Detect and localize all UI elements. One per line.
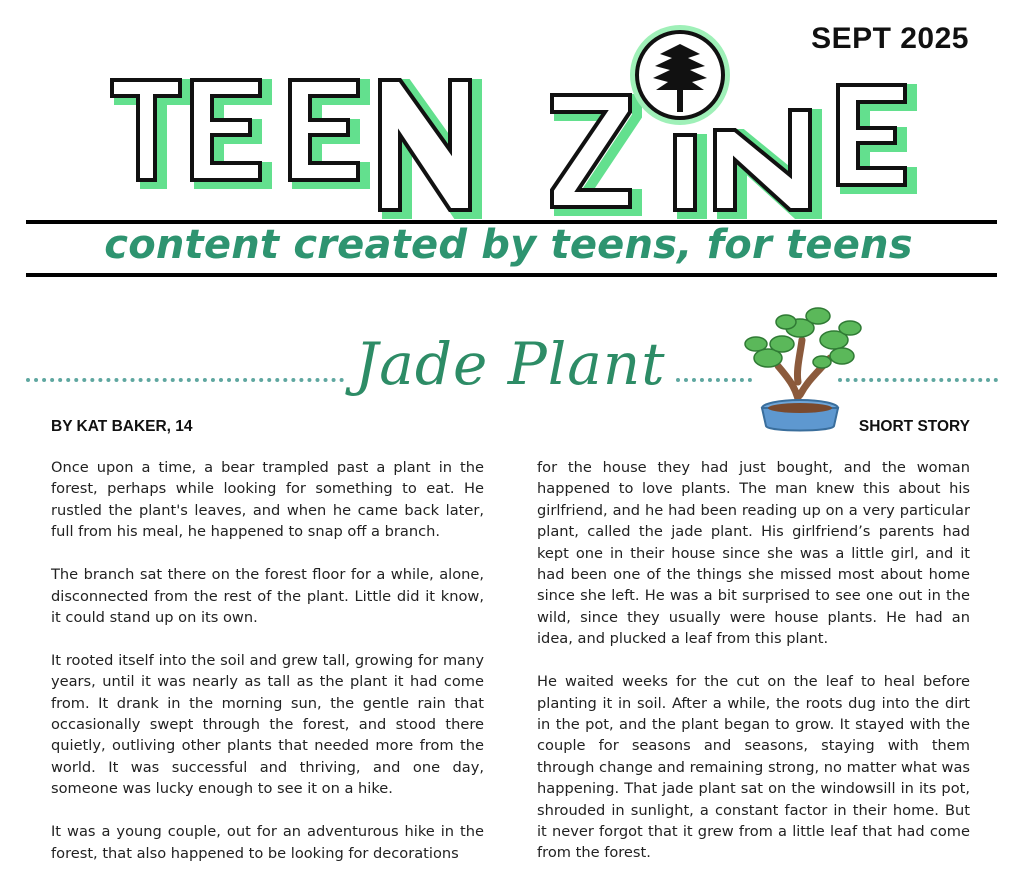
story-category: SHORT STORY [858,418,970,435]
masthead-rule-bottom [26,273,997,277]
story-byline: BY KAT BAKER, 14 [51,418,193,435]
issue-date: SEPT 2025 [811,22,969,55]
tree-badge-icon [630,25,730,125]
story-column-left [51,457,484,886]
paragraph: for the house they had just bought, and the woman happened to love plants. The man knew this about his girlfriend, and he had been reading up on a very particular plant, called the jade plant. His girlfriend’s parents had kept one in their house since she was a little girl, and it had been one of the things she missed most about home since she left. He was a bit surprised to see one out in the wild, since they usually were house plants. He had an idea, and plucked a leaf from this plant. [537,459,970,648]
paragraph: Once upon a time, a bear trampled past a plant in the forest, perhaps while looking for something to eat. He rustled the plant's leaves, and when he came back later, full from his meal, he happened to snap off a branch. [51,459,484,541]
title-divider-left [26,378,344,382]
teen-zine-logo [100,20,930,225]
paragraph: The branch sat there on the forest floor for a while, alone, disconnected from the rest of the plant. Little did it know, it could stand up on its own. [51,566,484,626]
story-column-right [537,457,970,885]
masthead-logo [100,20,930,225]
story-title: Jade Plant [355,330,666,398]
paragraph: He waited weeks for the cut on the leaf to heal before planting it in soil. After a while, the roots dug into the dirt in the pot, and the plant began to grow. It stayed with the couple for seasons and seasons, staying with them through change and remaining strong, no matter what was happening. That jade plant sat on the windowsill in its pot, shrouded in sunlight, a constant factor in their home. But it never forgot that it grew from a little leaf that had come from the forest. [537,673,970,862]
tagline: content created by teens, for teens [104,222,913,268]
paragraph: It was a young couple, out for an adventurous hike in the forest, that also happened to be looking for decorations [51,823,484,862]
paragraph: It rooted itself into the soil and grew tall, growing for many years, until it was nearly as tall as the plant it had come from. It drank in the morning sun, the gentle rain that occasionally swept through the forest, and stood there quietly, outliving other plants that needed more from the world. It was successful and thriving, and one day, someone was lucky enough to see it on a hike. [51,651,484,798]
jade-plant-icon [738,300,866,440]
